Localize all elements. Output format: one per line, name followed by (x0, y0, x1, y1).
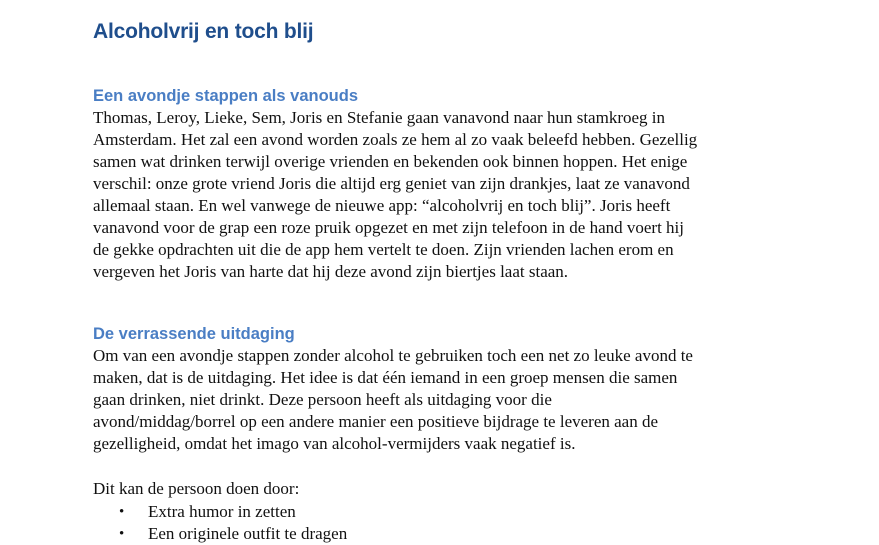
paragraph-line: allemaal staan. En wel vanwege de nieuwe app: “alcoholvrij en toch blij”. Joris heeft (93, 196, 671, 215)
paragraph-line: gezelligheid, omdat het imago van alcohol-vermijders vaak negatief is. (93, 434, 576, 453)
section-heading-avondje-stappen: Een avondje stappen als vanouds (93, 87, 358, 105)
document-page (93, 18, 863, 545)
bullet-list (93, 501, 863, 545)
paragraph-line: gaan drinken, niet drinkt. Deze persoon heeft als uitdaging voor die (93, 390, 552, 409)
section2-paragraph (93, 345, 863, 455)
paragraph-line: samen wat drinken terwijl overige vrienden en bekenden ook binnen hoppen. Het enige (93, 152, 688, 171)
bullet-icon: • (119, 526, 125, 542)
section-heading-verrassende-uitdaging: De verrassende uitdaging (93, 325, 295, 343)
paragraph-line: Amsterdam. Het zal een avond worden zoals ze hem al zo vaak beleefd hebben. Gezellig (93, 130, 698, 149)
paragraph-line: avond/middag/borrel op een andere manier een positieve bijdrage te leveren aan de (93, 412, 659, 431)
list-item (93, 501, 863, 523)
list-item-text: Een originele outfit te dragen (148, 524, 348, 543)
paragraph-line: verschil: onze grote vriend Joris die altijd erg geniet van zijn drankjes, laat ze vanavond (93, 174, 690, 193)
bullet-icon: • (119, 504, 125, 520)
paragraph-line: vanavond voor de grap een roze pruik opgezet en met zijn telefoon in de hand voert hij (93, 218, 685, 237)
list-item-text: Extra humor in zetten (148, 502, 296, 521)
paragraph-line: Thomas, Leroy, Lieke, Sem, Joris en Stefanie gaan vanavond naar hun stamkroeg in (93, 108, 666, 127)
list-item (93, 523, 863, 545)
paragraph-line: vergeven het Joris van harte dat hij deze avond zijn biertjes laat staan. (93, 262, 569, 281)
list-intro: Dit kan de persoon doen door: (93, 479, 300, 498)
paragraph-line: Om van een avondje stappen zonder alcohol te gebruiken toch een net zo leuke avond te (93, 346, 693, 365)
document-title: Alcoholvrij en toch blij (93, 20, 314, 43)
paragraph-line: maken, dat is de uitdaging. Het idee is dat één iemand in een groep mensen die samen (93, 368, 678, 387)
section1-paragraph (93, 107, 863, 283)
paragraph-line: de gekke opdrachten uit die de app hem vertelt te doen. Zijn vrienden lachen erom en (93, 240, 674, 259)
